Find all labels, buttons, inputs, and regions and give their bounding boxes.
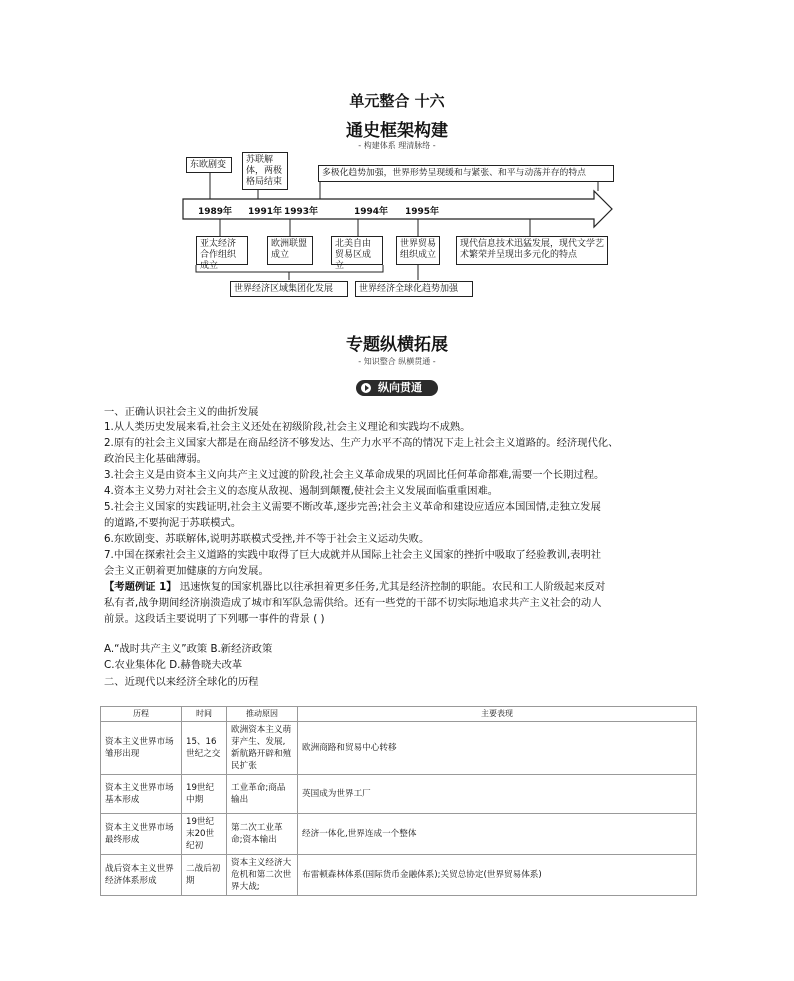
timeline-diagram	[0, 0, 794, 320]
point-2: 2.原有的社会主义国家大都是在商品经济不够发达、生产力水平不高的情况下走上社会主义道路的。经济现代化、	[104, 437, 619, 449]
cell-performance: 欧洲商路和贸易中心转移	[298, 722, 697, 775]
table-row	[101, 775, 697, 814]
point-7: 7.中国在探索社会主义道路的实践中取得了巨大成就并从国际上社会主义国家的挫折中吸取了经验教训,表明社	[104, 549, 602, 561]
event-eu: 欧洲联盟成立	[267, 236, 313, 265]
header-performance: 主要表现	[298, 707, 697, 722]
section-subtitle-framework: - 构建体系 理清脉络 -	[358, 141, 436, 150]
cell-cause: 欧洲资本主义萌芽产生、发展,新航路开辟和殖民扩张	[227, 722, 298, 775]
cell-process: 资本主义世界市场最终形成	[101, 814, 182, 855]
header-cause: 推动原因	[227, 707, 298, 722]
point-3: 3.社会主义是由资本主义向共产主义过渡的阶段,社会主义革命成果的巩固比任何革命都难,需要一个长期过程。	[104, 469, 605, 481]
cell-performance: 英国成为世界工厂	[298, 775, 697, 814]
event-multipolar: 多极化趋势加强，世界形势呈现缓和与紧张、和平与动荡并存的特点	[318, 165, 614, 182]
cell-process: 战后资本主义世界经济体系形成	[101, 855, 182, 896]
cell-time: 二战后初期	[182, 855, 227, 896]
header-time: 时间	[182, 707, 227, 722]
brace-regional	[196, 265, 383, 272]
year-1993: 1993年	[284, 207, 319, 217]
point-1: 1.从人类历史发展来看,社会主义还处在初级阶段,社会主义理论和实践均不成熟。	[104, 421, 471, 433]
cell-time: 19世纪末20世纪初	[182, 814, 227, 855]
event-information-tech: 现代信息技术迅猛发展，现代文学艺术繁荣并呈现出多元化的特点	[456, 236, 608, 265]
table-header-row	[101, 707, 697, 722]
heading-socialism: 一、正确认识社会主义的曲折发展	[104, 406, 259, 418]
section-subtitle-topics: - 知识整合 纵横贯通 -	[358, 357, 436, 366]
example-text-1: 迅速恢复的国家机器比以往承担着更多任务,尤其是经济控制的职能。农民和工人阶级起来反对	[176, 581, 606, 593]
table-row	[101, 814, 697, 855]
event-soviet-collapse: 苏联解体，两极格局结束	[242, 152, 288, 190]
point-4: 4.资本主义势力对社会主义的态度从敌视、遏制到颠覆,使社会主义发展面临重重困难。	[104, 485, 499, 497]
option-ab: A.“战时共产主义”政策 B.新经济政策	[104, 643, 273, 655]
cell-cause: 工业革命;商品输出	[227, 775, 298, 814]
example-line-3: 前景。这段话主要说明了下列哪一事件的背景 ( )	[104, 613, 325, 625]
year-1995: 1995年	[405, 207, 440, 217]
globalization-table	[100, 706, 697, 896]
cell-time: 15、16世纪之交	[182, 722, 227, 775]
point-6: 6.东欧剧变、苏联解体,说明苏联模式受挫,并不等于社会主义运动失败。	[104, 533, 430, 545]
year-1994: 1994年	[354, 207, 389, 217]
example-label: 【考题例证 1】	[104, 581, 177, 593]
cell-time: 19世纪中期	[182, 775, 227, 814]
section-title-topics: 专题纵横拓展	[346, 335, 448, 355]
group-globalization: 世界经济全球化趋势加强	[355, 281, 473, 297]
group-regional: 世界经济区域集团化发展	[230, 281, 348, 297]
cell-performance: 经济一体化,世界连成一个整体	[298, 814, 697, 855]
cell-cause: 资本主义经济大危机和第二次世界大战;	[227, 855, 298, 896]
table-row	[101, 855, 697, 896]
option-cd: C.农业集体化 D.赫鲁晓夫改革	[104, 659, 243, 671]
point-5-cont: 的道路,不要拘泥于苏联模式。	[104, 517, 242, 529]
unit-title: 单元整合 十六	[349, 92, 445, 110]
table-row	[101, 722, 697, 775]
cell-performance: 布雷顿森林体系(国际货币金融体系);关贸总协定(世界贸易体系)	[298, 855, 697, 896]
event-wto: 世界贸易组织成立	[396, 236, 440, 265]
cell-cause: 第二次工业革命;资本输出	[227, 814, 298, 855]
event-eastern-europe: 东欧剧变	[186, 157, 232, 173]
header-process: 历程	[101, 707, 182, 722]
year-1991: 1991年	[248, 207, 283, 217]
play-triangle-icon	[365, 385, 369, 391]
vertical-badge	[356, 380, 438, 396]
point-7-cont: 会主义正朝着更加健康的方向发展。	[104, 565, 269, 577]
heading-globalization: 二、近现代以来经济全球化的历程	[104, 676, 259, 688]
point-5: 5.社会主义国家的实践证明,社会主义需要不断改革,逐步完善;社会主义革命和建设应适应本国国情,走独立发展	[104, 501, 601, 513]
event-nafta: 北美自由贸易区成立	[331, 236, 383, 265]
cell-process: 资本主义世界市场基本形成	[101, 775, 182, 814]
cell-process: 资本主义世界市场雏形出现	[101, 722, 182, 775]
section-title-framework: 通史框架构建	[346, 121, 448, 141]
event-apec: 亚太经济合作组织成立	[196, 236, 248, 265]
example-line-1	[104, 580, 605, 596]
point-2-cont: 政治民主化基础薄弱。	[104, 453, 207, 465]
badge-label: 纵向贯通	[378, 381, 422, 394]
example-line-2: 私有者,战争期间经济崩溃造成了城市和军队急需供给。还有一些党的干部不切实际地追求共产主义社会的动人	[104, 597, 602, 609]
year-1989: 1989年	[198, 207, 233, 217]
